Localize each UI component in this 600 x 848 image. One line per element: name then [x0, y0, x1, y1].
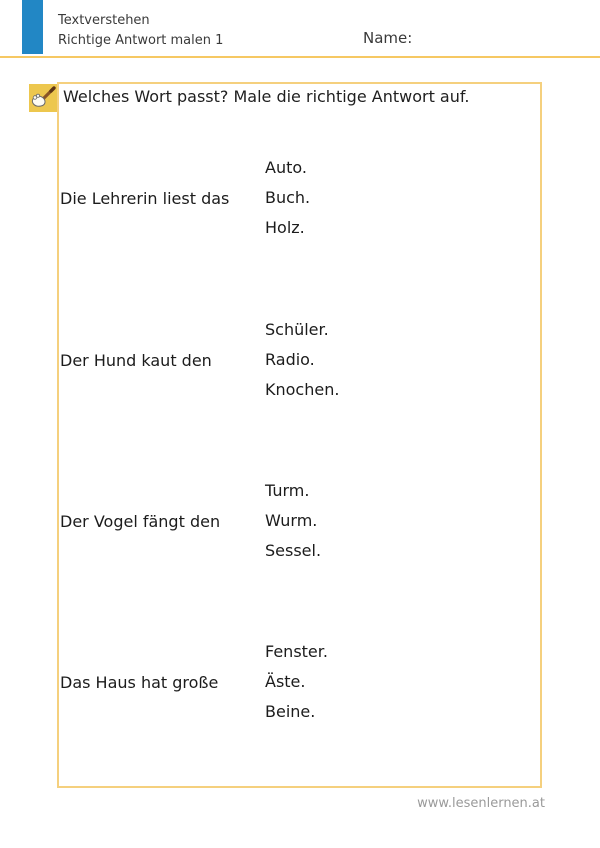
name-field-label: Name:: [363, 29, 413, 47]
worksheet-category: Textverstehen: [58, 13, 150, 28]
header-divider: [0, 56, 600, 58]
answer-option: Holz.: [265, 218, 305, 237]
question-stem: Der Vogel fängt den: [60, 511, 221, 531]
question-block-4: [60, 637, 328, 727]
answer-option: Schüler.: [265, 320, 329, 339]
question-stem: Der Hund kaut den: [60, 350, 212, 370]
question-block-2: [60, 315, 339, 405]
question-block-1: [60, 153, 310, 243]
answer-option: Buch.: [265, 188, 311, 207]
question-block-3: [60, 476, 321, 566]
answer-option: Fenster.: [265, 642, 328, 661]
answer-options: [265, 153, 310, 243]
answer-option: Auto.: [265, 158, 307, 177]
worksheet-header: [58, 11, 223, 51]
answer-option: Wurm.: [265, 511, 318, 530]
question-stem: Das Haus hat große: [60, 672, 219, 692]
page-edge-tab: [22, 0, 43, 54]
drawing-hand-icon: [29, 84, 57, 112]
answer-option: Äste.: [265, 672, 306, 691]
website-url: www.lesenlernen.at: [417, 796, 545, 811]
question-stem: Die Lehrerin liest das: [60, 188, 230, 208]
answer-option: Turm.: [265, 481, 310, 500]
task-instruction: Welches Wort passt? Male die richtige Antwort auf.: [63, 87, 470, 106]
worksheet-title: Richtige Antwort malen 1: [58, 33, 224, 48]
answer-options: [265, 315, 339, 405]
answer-option: Radio.: [265, 350, 315, 369]
answer-option: Knochen.: [265, 380, 340, 399]
answer-option: Sessel.: [265, 541, 322, 560]
answer-options: [265, 637, 328, 727]
answer-option: Beine.: [265, 702, 316, 721]
answer-options: [265, 476, 321, 566]
